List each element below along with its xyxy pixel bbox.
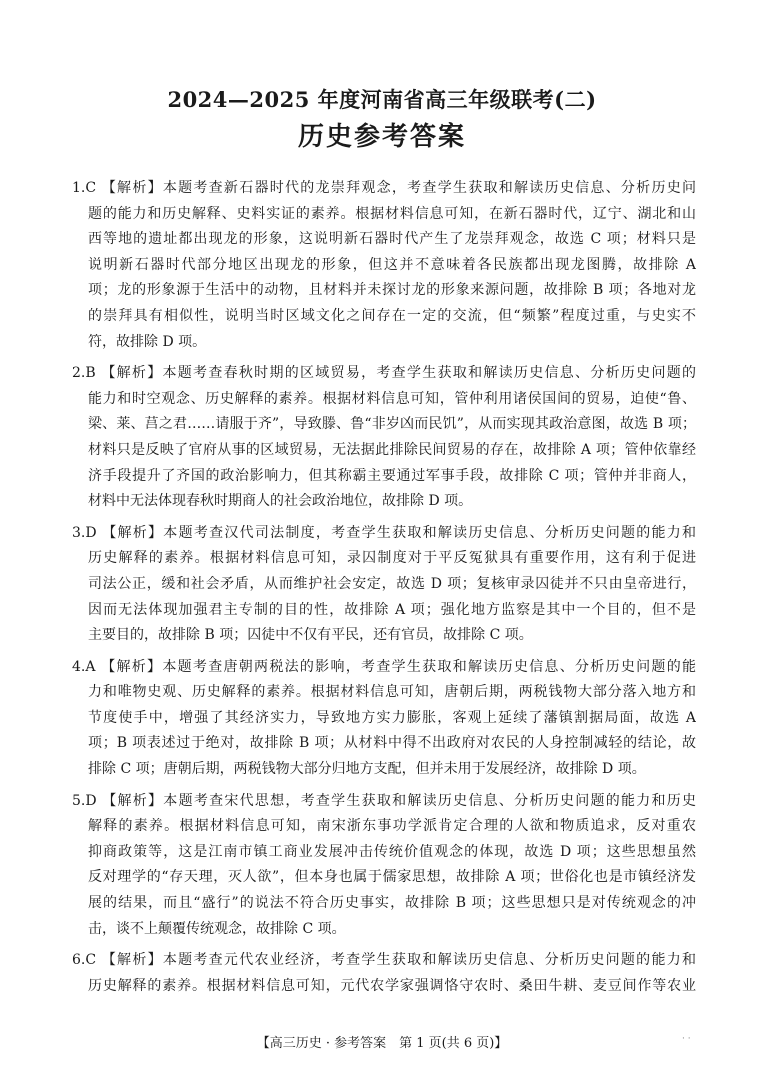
answer-line: 6.C 【解析】本题考查元代农业经济，考查学生获取和解读历史信息、分析历史问题的能力和	[72, 952, 696, 969]
answer-item	[72, 176, 696, 355]
answer-line: 因而无法体现加强君主专制的目的性，故排除 A 项；强化地方监察是其中一个目的，但不是	[88, 601, 696, 618]
answer-line: 题的能力和历史解释、史料实证的素养。根据材料信息可知，在新石器时代，辽宁、湖北和山	[88, 205, 696, 222]
answer-line: 材料只是反映了官府从事的区域贸易，无法据此排除民间贸易的存在，故排除 A 项；管仲依靠经	[88, 441, 696, 458]
document-title: 2024—2025 年度河南省高三年级联考(二)	[167, 87, 597, 112]
answer-line: 节度使手中，增强了其经济实力，导致地方实力膨胀，客观上延续了藩镇割据局面，故选 A	[88, 709, 696, 726]
answer-item	[72, 361, 696, 515]
answer-item	[72, 655, 696, 783]
answer-line: 济手段提升了齐国的政治影响力，但其称霸主要通过军事手段，故排除 C 项；管仲并非商人，	[88, 467, 696, 484]
answer-list	[72, 176, 696, 1005]
answer-line: 排除 C 项；唐朝后期，两税钱物大部分归地方支配，但并未用于发展经济，故排除 D 项。	[88, 761, 646, 778]
answer-line: 历史解释的素养。根据材料信息可知，元代农学家强调恪守农时、桑田牛耕、麦豆间作等农业	[88, 977, 696, 994]
answer-line: 说明新石器时代部分地区出现龙的形象，但这并不意味着各民族都出现龙图腾，故排除 A	[88, 256, 696, 273]
answer-line: 反对理学的“存天理，灭人欲”，但本身也属于儒家思想，故排除 A 项；世俗化也是市镇经济发	[88, 869, 696, 886]
page-footer: 【高三历史 · 参考答案 第 1 页(共 6 页)】	[256, 1036, 508, 1051]
page-mark: · ·	[682, 1034, 691, 1044]
answer-line: 解释的素养。根据材料信息可知，南宋浙东事功学派肯定合理的人欲和物质追求，反对重农	[88, 818, 696, 835]
answer-line: 项；B 项表述过于绝对，故排除 B 项；从材料中得不出政府对农民的人身控制减轻的结论，故	[88, 735, 696, 752]
answer-line: 击，谈不上颠覆传统观念，故排除 C 项。	[88, 920, 346, 937]
answer-line: 力和唯物史观、历史解释的素养。根据材料信息可知，唐朝后期，两税钱物大部分落入地方和	[88, 684, 696, 701]
answer-line: 3.D 【解析】本题考查汉代司法制度，考查学生获取和解读历史信息、分析历史问题的能力和	[72, 524, 696, 541]
answer-line: 抑商政策等，这是江南市镇工商业发展冲击传统价值观念的体现，故选 D 项；这些思想虽然	[88, 843, 696, 860]
answer-line: 主要目的，故排除 B 项；囚徒中不仅有平民，还有官员，故排除 C 项。	[88, 627, 533, 644]
answer-item	[72, 521, 696, 649]
answer-line: 能力和时空观念、历史解释的素养。根据材料信息可知，管仲利用诸侯国间的贸易，迫使“鲁、	[88, 390, 696, 407]
answer-line: 5.D 【解析】本题考查宋代思想，考查学生获取和解读历史信息、分析历史问题的能力和历史	[72, 792, 696, 809]
answer-line: 1.C 【解析】本题考查新石器时代的龙崇拜观念，考查学生获取和解读历史信息、分析历史问	[72, 180, 696, 196]
answer-line: 4.A 【解析】本题考查唐朝两税法的影响，考查学生获取和解读历史信息、分析历史问题的能	[72, 658, 696, 675]
document-subtitle: 历史参考答案	[297, 122, 466, 152]
answer-line: 材料中无法体现春秋时期商人的社会政治地位，故排除 D 项。	[88, 493, 473, 510]
answer-line: 司法公正，缓和社会矛盾，从而维护社会安定，故选 D 项；复核审录囚徒并不只由皇帝进行，	[88, 575, 696, 592]
answer-line: 项；龙的形象源于生活中的动物，且材料并未探讨龙的形象来源问题，故排除 B 项；各地对龙	[88, 282, 696, 299]
answer-line: 历史解释的素养。根据材料信息可知，录囚制度对于平反冤狱具有重要作用，这有利于促进	[88, 550, 696, 567]
answer-line: 梁、莱、莒之君……请服于齐”，导致滕、鲁“非岁凶而民饥”，从而实现其政治意图，故选 B 项；	[88, 416, 696, 433]
answer-item	[72, 789, 696, 943]
answer-item	[72, 948, 696, 999]
answer-line: 2.B 【解析】本题考查春秋时期的区域贸易，考查学生获取和解读历史信息、分析历史问题的	[72, 365, 696, 382]
answer-line: 展的结果，而且“盛行”的说法不符合历史事实，故排除 B 项；这些思想只是对传统观念的冲	[88, 895, 696, 912]
answer-line: 西等地的遗址都出现龙的形象，这说明新石器时代产生了龙崇拜观念，故选 C 项；材料只是	[88, 231, 696, 248]
answer-line: 符，故排除 D 项。	[88, 333, 207, 350]
answer-line: 的崇拜具有相似性，说明当时区域文化之间存在一定的交流，但“频繁”程度过重，与史实不	[88, 307, 696, 324]
